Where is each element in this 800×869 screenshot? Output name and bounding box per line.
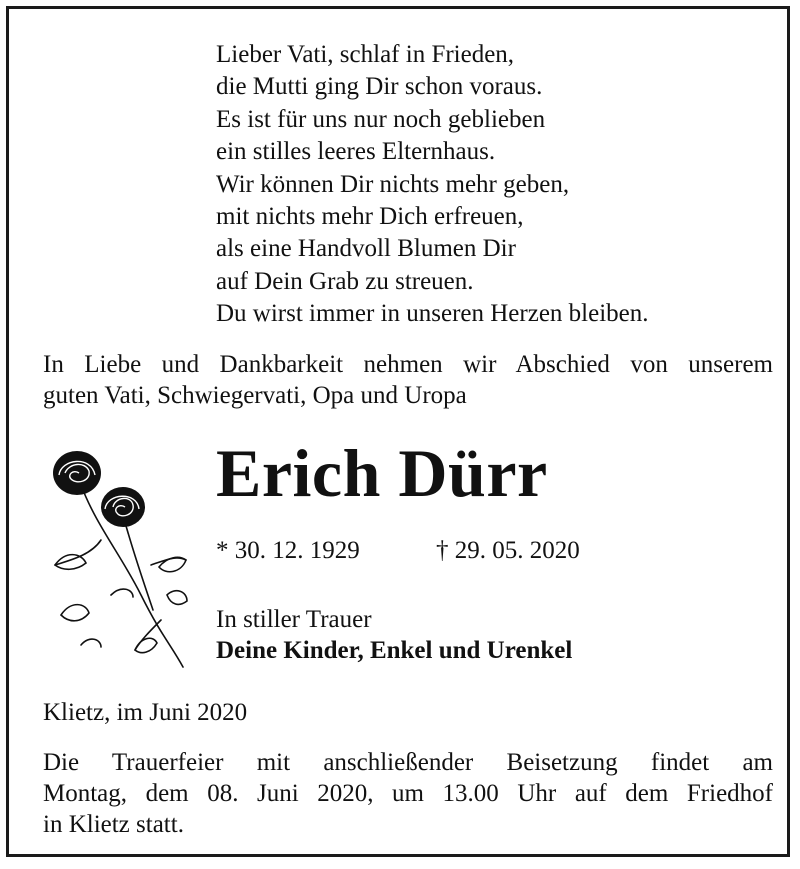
poem bbox=[216, 39, 649, 331]
service-line: Die Trauerfeier mit anschließender Beisetzung findet am bbox=[43, 749, 773, 776]
roses-icon bbox=[41, 445, 201, 673]
place-date: Klietz, im Juni 2020 bbox=[43, 699, 248, 726]
farewell-line: In Liebe und Dankbarkeit nehmen wir Abschied von unserem bbox=[43, 351, 773, 378]
signers: Deine Kinder, Enkel und Urenkel bbox=[216, 637, 573, 664]
poem-line: Wir können Dir nichts mehr geben, bbox=[216, 170, 570, 198]
birth-date: * 30. 12. 1929 bbox=[216, 537, 360, 564]
mourning-block bbox=[216, 604, 572, 666]
poem-line: Es ist für uns nur noch geblieben bbox=[216, 105, 546, 133]
service-line: in Klietz statt. bbox=[43, 811, 184, 838]
farewell-text bbox=[43, 349, 773, 411]
poem-line: als eine Handvoll Blumen Dir bbox=[216, 235, 516, 263]
service-line: Montag, dem 08. Juni 2020, um 13.00 Uhr auf dem Friedhof bbox=[43, 780, 773, 807]
mourning-line: In stiller Trauer bbox=[216, 606, 372, 633]
poem-line: auf Dein Grab zu streuen. bbox=[216, 267, 474, 295]
poem-line: die Mutti ging Dir schon voraus. bbox=[216, 73, 543, 101]
poem-line: mit nichts mehr Dich erfreuen, bbox=[216, 203, 524, 231]
deceased-name: Erich Dürr bbox=[216, 435, 548, 511]
poem-line: ein stilles leeres Elternhaus. bbox=[216, 138, 496, 166]
obituary-frame bbox=[6, 6, 790, 857]
farewell-line: guten Vati, Schwiegervati, Opa und Uropa bbox=[43, 382, 467, 409]
poem-line: Lieber Vati, schlaf in Frieden, bbox=[216, 41, 515, 68]
poem-line: Du wirst immer in unseren Herzen bleiben. bbox=[216, 300, 649, 328]
death-date: † 29. 05. 2020 bbox=[436, 537, 580, 564]
service-notice bbox=[43, 747, 773, 840]
